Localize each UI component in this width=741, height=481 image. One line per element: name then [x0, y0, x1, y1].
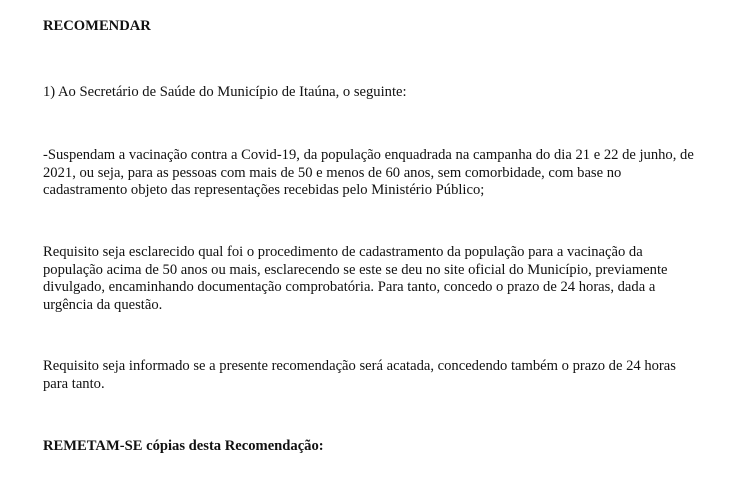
clarification-request-paragraph: Requisito seja esclarecido qual foi o procedimento de cadastramento da população para a vacinação da população acima de 50 anos ou mais, esclarecendo se este se deu no site oficial do Município, previamente divulgado, encaminhando documentação comprobatória. Para tanto, concedo o prazo de 24 horas, dada a urgência da questão.: [43, 244, 668, 313]
closing-heading: REMETAM-SE cópias desta Recomendação:: [43, 438, 324, 454]
acceptance-request-paragraph: Requisito seja informado se a presente recomendação será acatada, concedendo também o prazo de 24 horas para tanto.: [43, 358, 676, 392]
recommendation-item-1: 1) Ao Secretário de Saúde do Município de Itaúna, o seguinte:: [43, 84, 407, 100]
document-heading: RECOMENDAR: [43, 18, 151, 34]
suspension-paragraph: -Suspendam a vacinação contra a Covid-19, da população enquadrada na campanha do dia 21 e 22 de junho, de 2021, ou seja, para as pessoas com mais de 50 e menos de 60 anos, sem comorbidade, com base no cadastramento objeto das representações recebidas pelo Ministério Público;: [43, 147, 694, 198]
